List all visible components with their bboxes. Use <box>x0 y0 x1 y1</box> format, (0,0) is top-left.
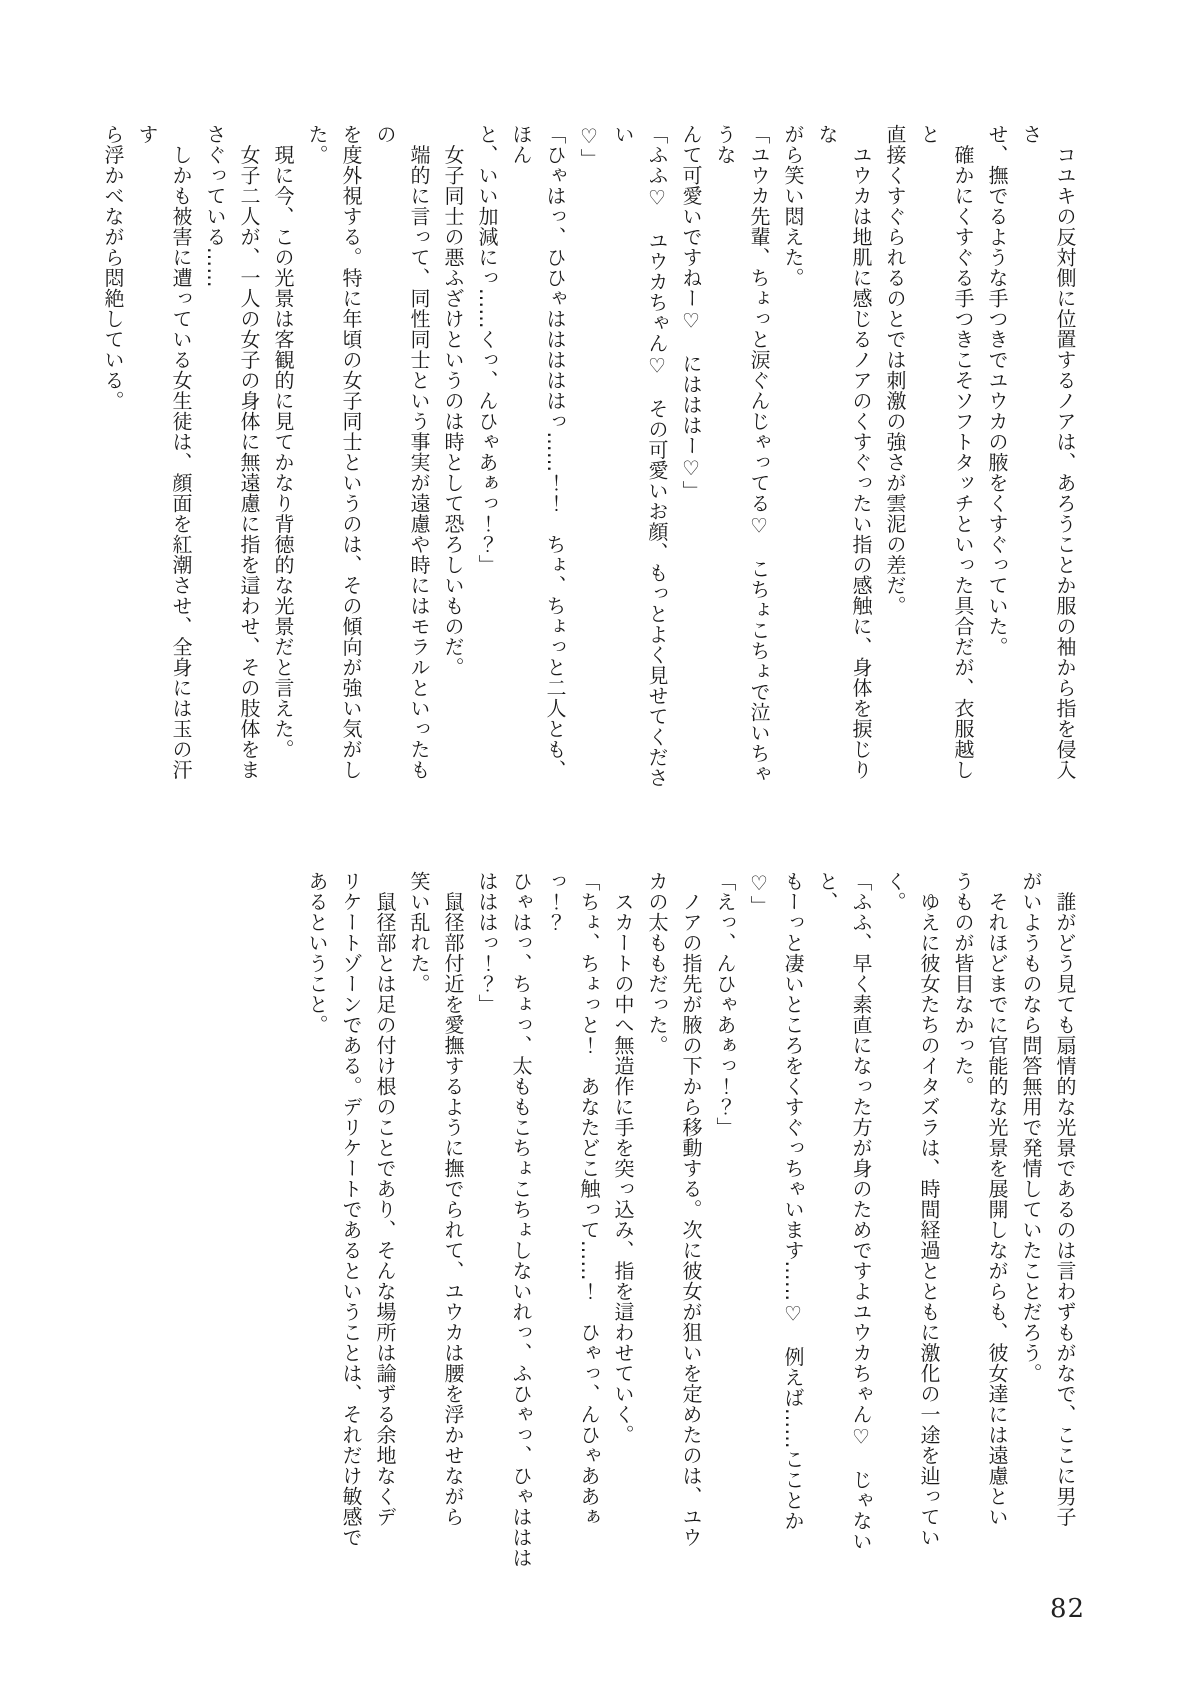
text-block-upper <box>96 124 1082 796</box>
text-line: 現に今、この光景は客観的に見てかなり背徳的な光景だと言えた。 <box>271 124 295 760</box>
text-line: それほどまでに官能的な光景を展開しながらも、彼女達には遠慮とい <box>985 871 1009 1527</box>
text-line: 誰がどう見ても扇情的な光景であるのは言わずもがなで、ここに男子 <box>1053 871 1077 1527</box>
text-block-lower <box>300 871 1082 1573</box>
text-line: 「ふふ♡ ユウカちゃん♡ その可愛いお顔、もっとよく見せてください <box>611 124 669 788</box>
text-line: 笑い乱れた。 <box>407 871 431 994</box>
text-line: 鼠径部とは足の付け根のことであり、そんな場所は論ずる余地なくデ <box>373 871 397 1527</box>
text-line: 確かにくすぐる手つきこそソフトタッチといった具合だが、衣服越しと <box>917 124 975 780</box>
text-line: 直接くすぐられるのとでは刺激の強さが雲泥の差だ。 <box>883 124 907 616</box>
text-line: がいようものなら問答無用で発情していたことだろう。 <box>1019 871 1043 1384</box>
text-line: んて可愛いですねー♡ にはははー♡」 <box>679 124 703 501</box>
text-line: た。 <box>305 124 329 165</box>
text-line: スカートの中へ無造作に手を突っ込み、指を這わせていく。 <box>611 871 635 1445</box>
text-line: リケートゾーンである。デリケートであるということは、それだけ敏感で <box>339 871 363 1548</box>
text-line: 「ひゃはっ、ひひゃはははははっ……！！ ちょ、ちょっと二人とも、ほん <box>509 124 567 780</box>
text-line: ♡」 <box>577 124 601 169</box>
text-line: ひゃはっ、ちょっ、太ももこちょこちょしないれっ、ふひゃっ、ひゃははは <box>509 871 533 1568</box>
text-line: 鼠径部付近を愛撫するように撫でられて、ユウカは腰を浮かせながら <box>441 871 465 1527</box>
text-line: 「えっ、んひゃあぁっ！？」 <box>713 871 737 1138</box>
text-line: 「ちょ、ちょっと！ あなたどこ触って……！ ひゃっ、んひゃああぁっ！？ <box>543 871 601 1527</box>
text-line: 「ふふ、早く素直になった方が身のためですよユウカちゃん♡ じゃないと、 <box>815 871 873 1552</box>
text-line: ユウカは地肌に感じるノアのくすぐったい指の感触に、身体を捩じりな <box>815 124 873 780</box>
text-line: コユキの反対側に位置するノアは、あろうことか服の袖から指を侵入さ <box>1019 124 1077 780</box>
text-line: 女子二人が、一人の女子の身体に無遠慮に指を這わせ、その肢体をま <box>237 124 261 780</box>
text-line: く。 <box>883 871 907 912</box>
text-line: 女子同士の悪ふざけというのは時として恐ろしいものだ。 <box>441 124 465 678</box>
text-line: を度外視する。特に年頃の女子同士というのは、その傾向が強い気がし <box>339 124 363 780</box>
text-line: しかも被害に遭っている女生徒は、顔面を紅潮させ、全身には玉の汗す <box>135 124 193 780</box>
text-line: ♡」 <box>747 871 771 916</box>
text-line: さぐっている…… <box>203 124 227 288</box>
text-line: ゆえに彼女たちのイタズラは、時間経過とともに激化の一途を辿ってい <box>917 871 941 1548</box>
text-line: と、いい加減にっ……くっ、んひゃあぁっ！？」 <box>475 124 499 575</box>
text-line: もーっと凄いところをくすぐっちゃいます……♡ 例えば……こことか <box>781 871 805 1531</box>
text-line: がら笑い悶えた。 <box>781 124 805 288</box>
text-line: カの太ももだった。 <box>645 871 669 1056</box>
text-line: ノアの指先が腋の下から移動する。次に彼女が狙いを定めたのは、ユウ <box>679 871 703 1548</box>
text-line: うものが皆目なかった。 <box>951 871 975 1097</box>
text-line: 端的に言って、同性同士という事実が遠慮や時にはモラルといったもの <box>373 124 431 780</box>
text-line: ら浮かべながら悶絶している。 <box>101 124 125 411</box>
text-line: 「ユウカ先輩、ちょっと涙ぐんじゃってる♡ こちょこちょで泣いちゃうな <box>713 124 771 784</box>
page-number: 82 <box>1050 1594 1086 1624</box>
text-line: せ、撫でるような手つきでユウカの腋をくすぐっていた。 <box>985 124 1009 657</box>
text-line: はははっ！？」 <box>475 871 499 1015</box>
text-line: あるということ。 <box>305 871 329 1035</box>
